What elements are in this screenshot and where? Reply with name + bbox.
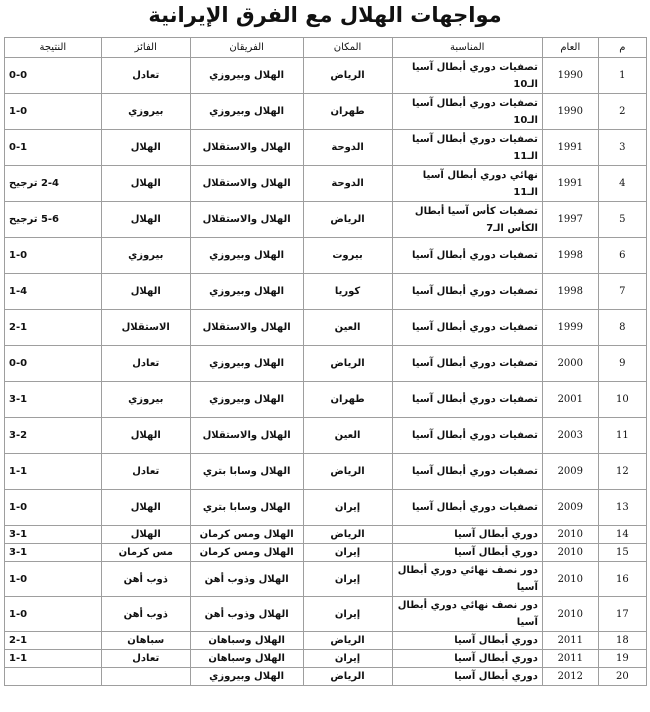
row-venue: الرياض <box>303 202 392 238</box>
results-table <box>4 37 647 686</box>
row-teams: الهلال وسابا بتري <box>190 490 303 526</box>
row-winner: بيروزي <box>101 94 190 130</box>
row-year: 1998 <box>542 274 598 310</box>
table-row <box>5 238 647 274</box>
row-number: 13 <box>598 490 646 526</box>
row-number: 4 <box>598 166 646 202</box>
row-number: 11 <box>598 418 646 454</box>
table-row <box>5 544 647 562</box>
row-number: 1 <box>598 58 646 94</box>
row-number: 18 <box>598 632 646 650</box>
table-row <box>5 668 647 686</box>
column-header-year: العام <box>542 38 598 58</box>
row-number: 14 <box>598 526 646 544</box>
row-winner: تعادل <box>101 650 190 668</box>
row-venue: طهران <box>303 94 392 130</box>
row-number: 7 <box>598 274 646 310</box>
row-teams: الهلال وبيروزي <box>190 274 303 310</box>
table-header-row <box>5 38 647 58</box>
row-number: 5 <box>598 202 646 238</box>
table-row <box>5 490 647 526</box>
row-venue: إيران <box>303 544 392 562</box>
row-result: 1-0 <box>5 94 102 130</box>
row-result: 5-6 ترجيح <box>5 202 102 238</box>
row-occasion: دوري أبطال آسيا <box>392 650 542 668</box>
row-result: 1-1 <box>5 650 102 668</box>
row-occasion: دوري أبطال آسيا <box>392 544 542 562</box>
row-number: 3 <box>598 130 646 166</box>
row-result: 0-1 <box>5 130 102 166</box>
row-winner: سباهان <box>101 632 190 650</box>
column-header-num: م <box>598 38 646 58</box>
row-year: 1991 <box>542 130 598 166</box>
row-number: 19 <box>598 650 646 668</box>
row-venue: الرياض <box>303 632 392 650</box>
row-number: 16 <box>598 562 646 597</box>
row-winner: الهلال <box>101 418 190 454</box>
row-teams: الهلال وسباهان <box>190 632 303 650</box>
row-result: 0-0 <box>5 346 102 382</box>
row-occasion: تصفيات دوري أبطال آسيا <box>392 310 542 346</box>
row-teams: الهلال والاستقلال <box>190 166 303 202</box>
column-header-venue: المكان <box>303 38 392 58</box>
row-year: 2001 <box>542 382 598 418</box>
row-winner: مس كرمان <box>101 544 190 562</box>
row-teams: الهلال وبيروزي <box>190 668 303 686</box>
row-venue: طهران <box>303 382 392 418</box>
row-year: 2011 <box>542 650 598 668</box>
row-venue: كوريا <box>303 274 392 310</box>
row-winner: الهلال <box>101 130 190 166</box>
row-winner: بيروزي <box>101 382 190 418</box>
row-number: 10 <box>598 382 646 418</box>
row-teams: الهلال وذوب أهن <box>190 562 303 597</box>
row-teams: الهلال وسابا بتري <box>190 454 303 490</box>
row-number: 6 <box>598 238 646 274</box>
row-winner: الاستقلال <box>101 310 190 346</box>
table-row <box>5 130 647 166</box>
table-row <box>5 632 647 650</box>
table-row <box>5 58 647 94</box>
row-occasion: تصفيات دوري أبطال آسيا <box>392 274 542 310</box>
row-occasion: تصفيات دوري أبطال آسيا الـ10 <box>392 58 542 94</box>
row-year: 2010 <box>542 562 598 597</box>
row-teams: الهلال وسباهان <box>190 650 303 668</box>
row-result: 3-1 <box>5 526 102 544</box>
row-number: 8 <box>598 310 646 346</box>
table-row <box>5 382 647 418</box>
table-row <box>5 346 647 382</box>
row-venue: الرياض <box>303 58 392 94</box>
row-occasion: دوري أبطال آسيا <box>392 526 542 544</box>
row-winner: الهلال <box>101 274 190 310</box>
row-result: 1-1 <box>5 454 102 490</box>
table-row <box>5 274 647 310</box>
row-winner: تعادل <box>101 58 190 94</box>
row-venue: الدوحة <box>303 130 392 166</box>
row-occasion: تصفيات كأس آسيا أبطال الكأس الـ7 <box>392 202 542 238</box>
row-occasion: دوري أبطال آسيا <box>392 632 542 650</box>
row-year: 2011 <box>542 632 598 650</box>
row-year: 1998 <box>542 238 598 274</box>
row-year: 1990 <box>542 94 598 130</box>
table-row <box>5 94 647 130</box>
row-venue: بيروت <box>303 238 392 274</box>
row-year: 2010 <box>542 597 598 632</box>
row-teams: الهلال والاستقلال <box>190 130 303 166</box>
column-header-result: النتيجة <box>5 38 102 58</box>
row-occasion: تصفيات دوري أبطال آسيا <box>392 238 542 274</box>
row-venue: إيران <box>303 650 392 668</box>
row-occasion: دور نصف نهائي دوري أبطال آسيا <box>392 562 542 597</box>
row-winner: تعادل <box>101 346 190 382</box>
row-result: 1-4 <box>5 274 102 310</box>
row-venue: الرياض <box>303 454 392 490</box>
row-venue: إيران <box>303 490 392 526</box>
row-result: 2-4 ترجيح <box>5 166 102 202</box>
row-result: 3-1 <box>5 544 102 562</box>
row-venue: الرياض <box>303 526 392 544</box>
row-year: 1999 <box>542 310 598 346</box>
row-teams: الهلال ومس كرمان <box>190 544 303 562</box>
row-result: 2-1 <box>5 632 102 650</box>
row-year: 2012 <box>542 668 598 686</box>
row-winner: ذوب أهن <box>101 562 190 597</box>
row-occasion: تصفيات دوري أبطال آسيا الـ10 <box>392 94 542 130</box>
row-teams: الهلال وبيروزي <box>190 58 303 94</box>
row-winner: ذوب أهن <box>101 597 190 632</box>
row-teams: الهلال وبيروزي <box>190 382 303 418</box>
row-number: 15 <box>598 544 646 562</box>
row-result: 1-0 <box>5 562 102 597</box>
row-number: 17 <box>598 597 646 632</box>
row-year: 2009 <box>542 454 598 490</box>
row-occasion: تصفيات دوري أبطال آسيا <box>392 454 542 490</box>
column-header-occasion: المناسبة <box>392 38 542 58</box>
row-result: 1-0 <box>5 597 102 632</box>
table-row <box>5 562 647 597</box>
row-year: 2009 <box>542 490 598 526</box>
column-header-teams: الفريقان <box>190 38 303 58</box>
row-year: 2003 <box>542 418 598 454</box>
row-occasion: تصفيات دوري أبطال آسيا <box>392 490 542 526</box>
row-result: 3-2 <box>5 418 102 454</box>
row-result: 1-0 <box>5 490 102 526</box>
row-result: 0-0 <box>5 58 102 94</box>
row-number: 12 <box>598 454 646 490</box>
table-row <box>5 202 647 238</box>
column-header-winner: الفائز <box>101 38 190 58</box>
row-number: 2 <box>598 94 646 130</box>
row-year: 1997 <box>542 202 598 238</box>
table-row <box>5 597 647 632</box>
row-occasion: تصفيات دوري أبطال آسيا <box>392 418 542 454</box>
row-teams: الهلال وبيروزي <box>190 346 303 382</box>
row-result: 2-1 <box>5 310 102 346</box>
row-result: 1-0 <box>5 238 102 274</box>
row-venue: إيران <box>303 562 392 597</box>
table-body <box>5 58 647 686</box>
row-occasion: تصفيات دوري أبطال آسيا <box>392 346 542 382</box>
row-number: 9 <box>598 346 646 382</box>
row-venue: الرياض <box>303 346 392 382</box>
row-occasion: دور نصف نهائي دوري أبطال آسيا <box>392 597 542 632</box>
table-row <box>5 418 647 454</box>
row-teams: الهلال وذوب أهن <box>190 597 303 632</box>
row-teams: الهلال والاستقلال <box>190 310 303 346</box>
row-occasion: دوري أبطال آسيا <box>392 668 542 686</box>
row-result <box>5 668 102 686</box>
row-winner: تعادل <box>101 454 190 490</box>
row-teams: الهلال والاستقلال <box>190 202 303 238</box>
row-year: 1990 <box>542 58 598 94</box>
row-venue: الدوحة <box>303 166 392 202</box>
row-number: 20 <box>598 668 646 686</box>
row-year: 2010 <box>542 526 598 544</box>
row-winner: بيروزي <box>101 238 190 274</box>
row-year: 2000 <box>542 346 598 382</box>
row-winner: الهلال <box>101 166 190 202</box>
row-winner: الهلال <box>101 490 190 526</box>
row-venue: الرياض <box>303 668 392 686</box>
table-row <box>5 526 647 544</box>
row-winner: الهلال <box>101 526 190 544</box>
row-teams: الهلال وبيروزي <box>190 94 303 130</box>
row-year: 1991 <box>542 166 598 202</box>
row-occasion: نهائي دوري أبطال آسيا الـ11 <box>392 166 542 202</box>
row-venue: العين <box>303 310 392 346</box>
row-venue: إيران <box>303 597 392 632</box>
row-occasion: تصفيات دوري أبطال آسيا الـ11 <box>392 130 542 166</box>
table-row <box>5 650 647 668</box>
page-title: مواجهات الهلال مع الفرق الإيرانية <box>148 3 502 27</box>
row-teams: الهلال ومس كرمان <box>190 526 303 544</box>
table-row <box>5 310 647 346</box>
row-winner <box>101 668 190 686</box>
row-result: 3-1 <box>5 382 102 418</box>
row-year: 2010 <box>542 544 598 562</box>
row-venue: العين <box>303 418 392 454</box>
row-occasion: تصفيات دوري أبطال آسيا <box>392 382 542 418</box>
table-row <box>5 454 647 490</box>
row-teams: الهلال وبيروزي <box>190 238 303 274</box>
table-row <box>5 166 647 202</box>
row-winner: الهلال <box>101 202 190 238</box>
row-teams: الهلال والاستقلال <box>190 418 303 454</box>
